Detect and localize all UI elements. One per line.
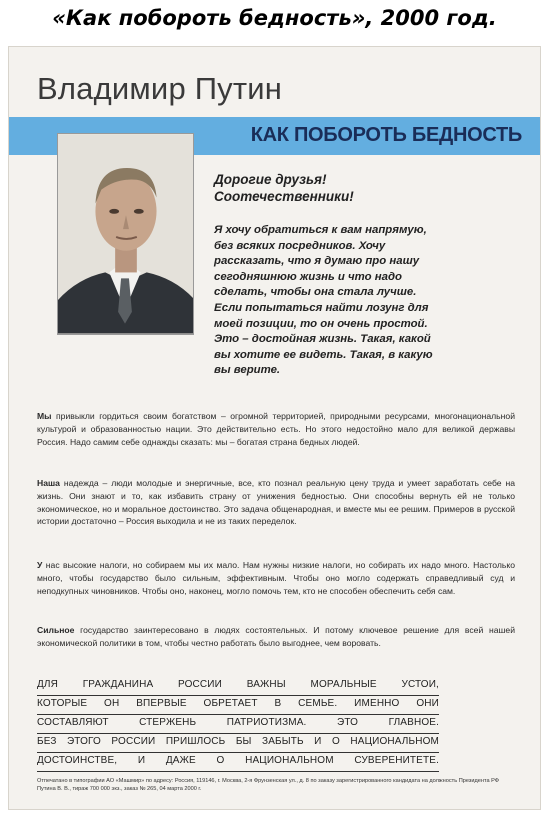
paragraph-text: привыкли гордиться своим богатством – огромной территорией, природными ресурсами, многонациональной культурой и образованностью нации. Это действительно есть. Но этого недостойно мало для великой державы Россия. Надо самим себе однажды сказать: мы – богатая страна бедных людей.: [37, 411, 515, 447]
appeal-line: моей позиции, то он очень простой.: [214, 317, 428, 330]
appeal-line: вы верите.: [214, 364, 281, 377]
appeal-line: Если попытаться найти лозунг для: [214, 301, 429, 314]
appeal-text: [214, 223, 504, 379]
appeal-line: без всяких посредников. Хочу: [214, 239, 386, 252]
paragraph-text: надежда – люди молодые и энергичные, все, кто познал реальную цену труда и умеет заработать себе на жизнь. Они знают и то, как избавить страну от унижения бедностью. Они способны вернуть ей не только экономическое, но и моральное достоинство. Это задача общенародная, и вместе мы ее решим. Примеров в русской истории достаточно – Россия выходила и не из таких переделок.: [37, 478, 515, 527]
body-paragraph: [37, 624, 515, 650]
author-name: Владимир Путин: [37, 71, 283, 106]
appeal-line: вы хотите ее видеть. Такая, в какую: [214, 348, 433, 361]
appeal-line: сделать, чтобы она стала лучше.: [214, 286, 417, 299]
paragraph-text: нас высокие налоги, но собираем мы их мало. Нам нужны низкие налоги, но собирать их надо много. Настолько много, чтобы государство было сильным, эффективным. Чтобы оно могло содержать справедливый суд и неподкупных чиновников. Чтобы оно, наконец, могло помочь тем, кто не способен обеспечить себя сам.: [37, 560, 515, 596]
print-imprint: Отпечатано в типографии АО «Машмир» по адресу: Россия, 119146, г. Москва, 2-я Фрунзенская ул., д. 8 по заказу зарегистрированного кандидата на должность Президента РФ Путина В. В., тираж 700 000 экз., заказ № 265, 04 марта 2000 г.: [37, 778, 500, 792]
body-paragraph: [37, 410, 515, 448]
paragraph-lead: Сильное: [37, 625, 75, 635]
body-paragraph: [37, 559, 515, 597]
leaflet-title: КАК ПОБОРОТЬ БЕДНОСТЬ: [250, 124, 522, 146]
portrait-illustration: [58, 134, 193, 334]
closing-line: КОТОРЫЕ ОН ВПЕРВЫЕ ОБРЕТАЕТ В СЕМЬЕ. ИМЕННО ОНИ: [37, 696, 439, 715]
closing-line: СОСТАВЛЯЮТ СТЕРЖЕНЬ ПАТРИОТИЗМА. ЭТО ГЛАВНОЕ.: [37, 715, 439, 734]
appeal-line: рассказать, что я думаю про нашу: [214, 255, 420, 268]
greeting-line: Соотечественники!: [214, 189, 354, 204]
greeting: [214, 171, 514, 205]
body-paragraph: [37, 477, 515, 528]
paragraph-lead: Наша: [37, 478, 60, 488]
campaign-leaflet: [8, 46, 541, 810]
image-caption: «Как побороть бедность», 2000 год.: [52, 6, 497, 30]
greeting-line: Дорогие друзья!: [214, 172, 327, 187]
closing-statement: [37, 677, 439, 772]
portrait-photo: [57, 133, 194, 335]
closing-line: БЕЗ ЭТОГО РОССИИ ПРИШЛОСЬ БЫ ЗАБЫТЬ И О НАЦИОНАЛЬНОМ: [37, 734, 439, 753]
appeal-line: Я хочу обратиться к вам напрямую,: [214, 224, 427, 236]
appeal-line: Это – достойная жизнь. Такая, какой: [214, 333, 431, 346]
closing-line: ДОСТОИНСТВЕ, И ДАЖЕ О НАЦИОНАЛЬНОМ СУВЕРЕНИТЕТЕ.: [37, 753, 439, 772]
appeal-line: сегодняшнюю жизнь и что надо: [214, 270, 402, 283]
paragraph-text: государство заинтересовано в людях состоятельных. И потому ключевое решение для всей нашей экономической политики в том, чтобы честно работать было выгоднее, чем воровать.: [37, 625, 515, 648]
paragraph-lead: У: [37, 560, 43, 570]
closing-line: ДЛЯ ГРАЖДАНИНА РОССИИ ВАЖНЫ МОРАЛЬНЫЕ УСТОИ,: [37, 677, 439, 696]
paragraph-lead: Мы: [37, 411, 52, 421]
